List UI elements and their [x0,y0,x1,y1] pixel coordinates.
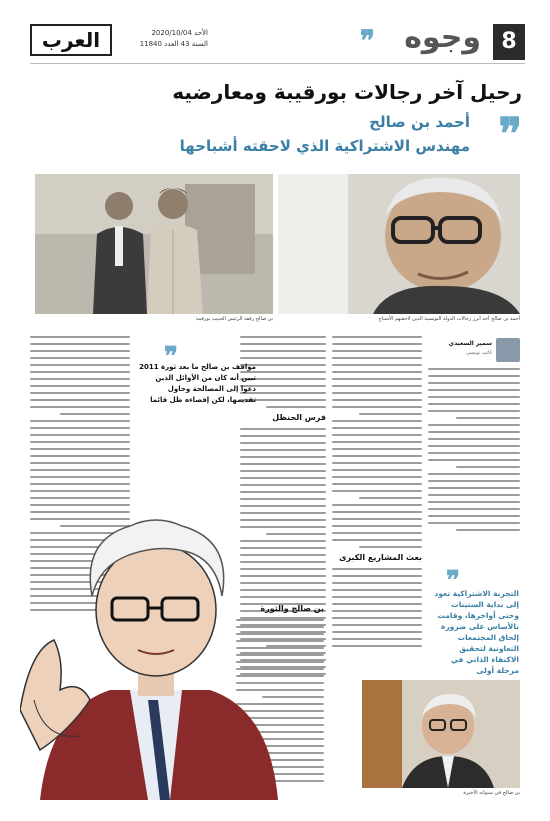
text-column-1 [428,368,520,558]
article-headline: رحيل آخر رجالات بورقيبة ومعارضيه [172,80,522,104]
section-quote-icon: ❞ [359,24,375,57]
photo-small-caption: بن صالح في سنواته الأخيرة [463,790,520,796]
historic-photo [35,174,273,314]
caricature-illustration [20,500,282,800]
pull-quote-black: مواقف بن صالح ما بعد ثورة 2011 تبين أنه كان من الأوائل الذين دعوا إلى المصالحة وحاول تقديمها، لكن إقصاءه ظل قائما [139,363,256,404]
headline-quote-icon: ❞ [498,109,522,160]
issue-info [118,28,208,50]
newspaper-logo: العرب [30,24,112,56]
pull-quote-icon-2: ❞ [164,342,178,372]
author-role: كاتب تونسي [466,350,492,356]
issue-number: السنة 43 العدد 11840 [139,40,208,48]
section-heading-3: بعث المشاريع الكبرى [339,553,422,562]
author-avatar [496,338,520,362]
caricature-drawing [20,500,282,800]
elderly-portrait-photo [362,680,520,788]
subject-name: أحمد بن صالح [369,113,470,131]
page-header [30,22,525,64]
section-heading-1: فرس الحنظل [272,413,326,422]
page-number: 8 [493,24,525,60]
historic-photo-illustration [35,174,273,314]
pull-quote-blue: التجربة الاشتراكية تعود إلى بداية الستينات وحتى أواخرها، وقامت بالأساس على ضرورة إلحاق المجتمعات التعاونية لتحقيق الاكتفاء الذاتي في مرحلة أولى [434,589,519,675]
text-column-6 [330,600,360,790]
issue-date: الأحد 2020/10/04 [151,29,208,37]
author-name: سمير السعيدي [448,340,492,347]
portrait-photo-illustration [278,174,520,314]
article-subtitle: مهندس الاشتراكية الذي لاحقته أشباحها [179,137,470,155]
photo-left-caption: بن صالح رفقة الرئيس الحبيب بورقيبة [195,316,273,322]
section-title: وجوه [404,20,481,55]
photo-right-caption: أحمد بن صالح أحد أبرز رجالات الدولة التونسية الذين لاحقتهم الأشباح [378,316,520,322]
pull-quote-icon: ❞ [446,566,460,596]
author-byline [428,338,520,362]
portrait-photo [278,174,520,314]
section-heading-2: بن صالح والثورة [260,604,324,613]
elderly-portrait-illustration [362,680,520,788]
